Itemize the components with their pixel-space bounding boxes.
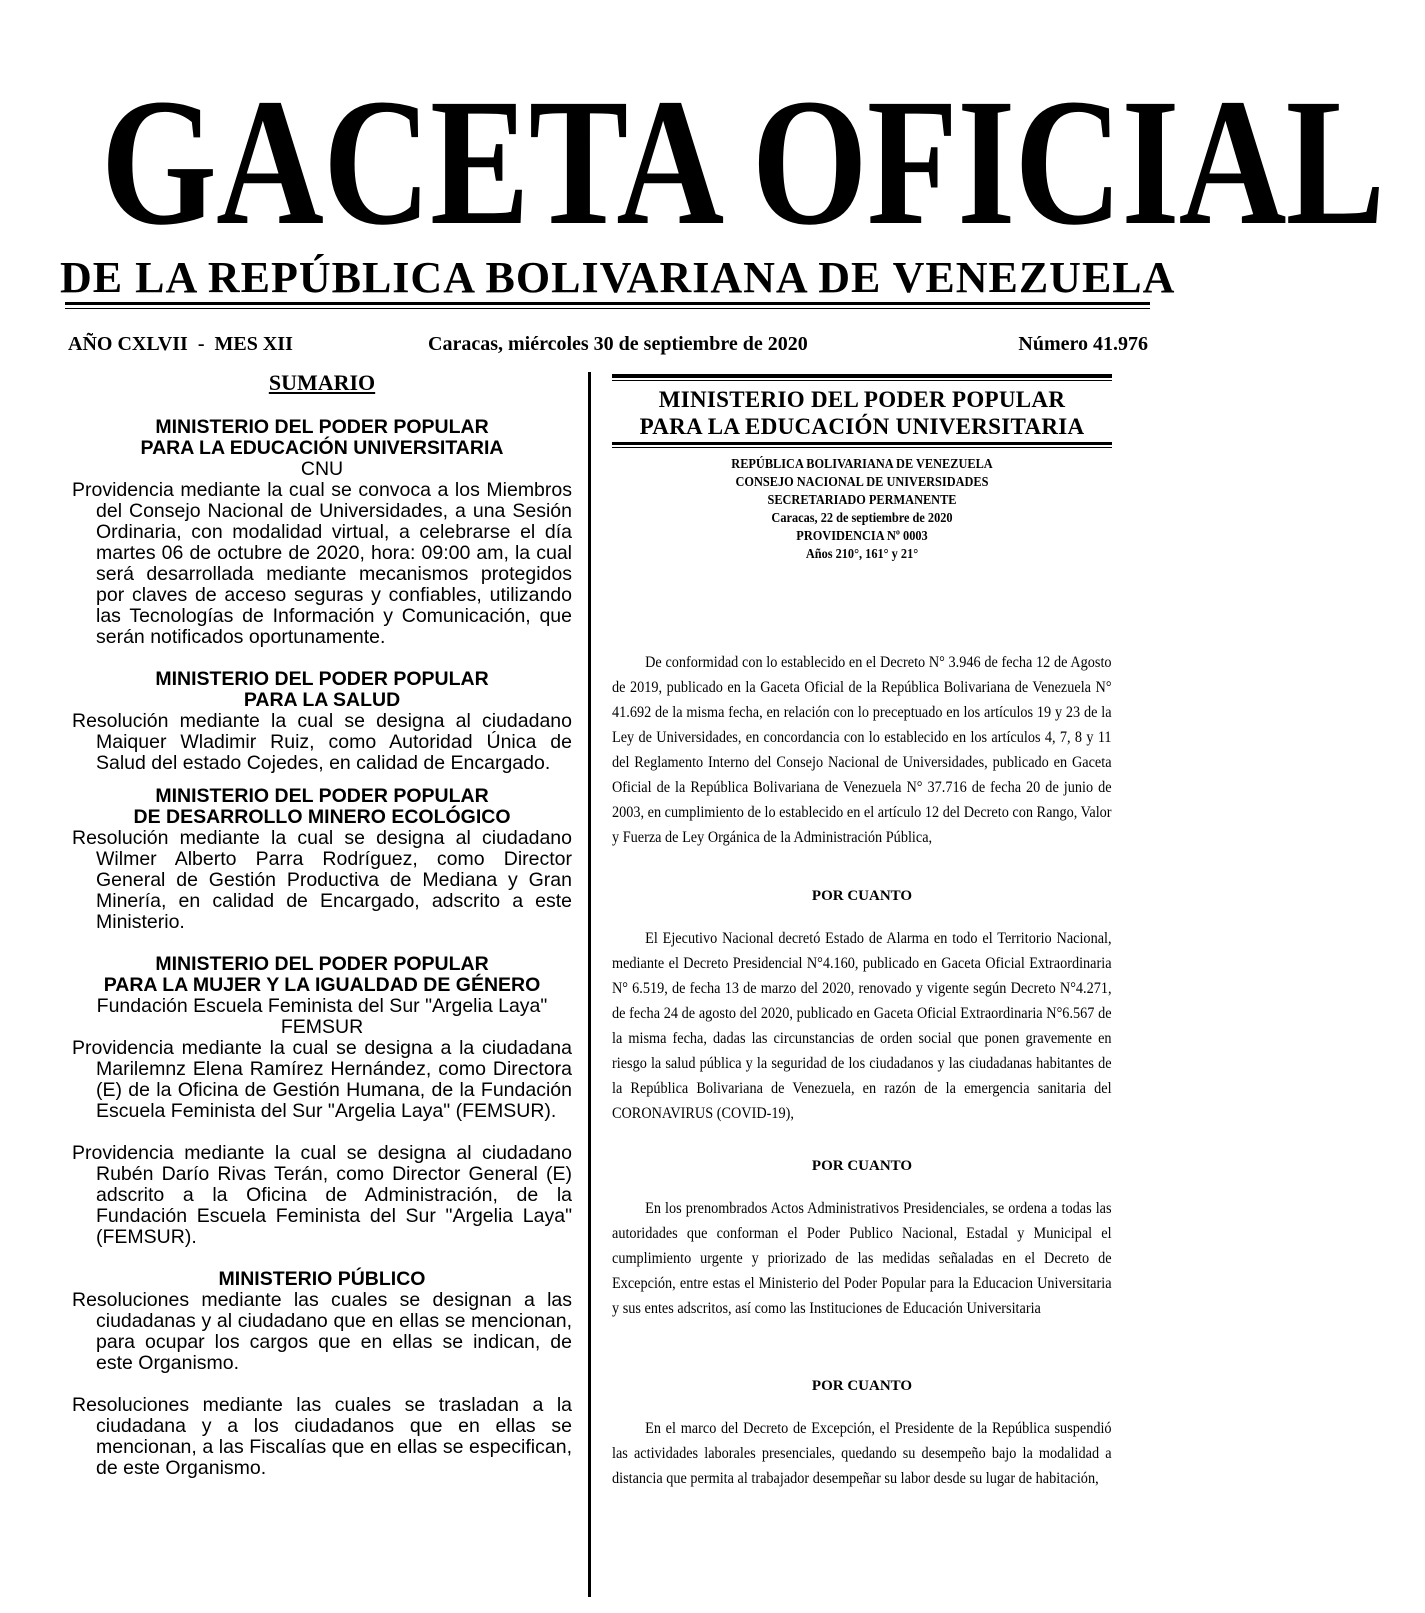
section-subheading: Fundación Escuela Feminista del Sur "Argelia Laya" (96, 995, 548, 1017)
section-heading: PARA LA EDUCACIÓN UNIVERSITARIA (140, 437, 504, 459)
header-line: Años 210°, 161° y 21° (805, 547, 919, 562)
sumario-entry: Providencia mediante la cual se designa a la ciudadana Marilemnz Elena Ramírez Hernández, como Directora (E) de la Oficina de Gestión Humana, de la Fundación Escuela Feminista del Sur "Argelia Laya" (FEMSUR). (72, 1037, 572, 1122)
body-paragraph: En el marco del Decreto de Excepción, el Presidente de la República suspendió las actividades laborales presenciales, quedando su desempeño bajo la modalidad a distancia que permita al trabajador desempeñar su labor desde su lugar de habitación, (612, 1420, 1112, 1487)
section-heading: PARA LA SALUD (243, 689, 401, 711)
section-heading: DE DESARROLLO MINERO ECOLÓGICO (133, 806, 511, 828)
ministry-rule-thick (612, 374, 1112, 378)
ministry-rule-thin (612, 447, 1112, 448)
article-column (612, 374, 1112, 1599)
masthead-rule-thick (65, 302, 1150, 305)
section-subheading: FEMSUR (280, 1016, 364, 1038)
masthead (60, 62, 1385, 302)
issue-date: Caracas, miércoles 30 de septiembre de 2020 (428, 333, 808, 355)
sumario-section (72, 417, 572, 648)
body-paragraph: En los prenombrados Actos Administrativos Presidenciales, se ordena a todas las autoridades que conforman el Poder Publico Nacional, Estadal y Municipal el cumplimiento urgente y priorizado de las medidas señaladas en el Decreto de Excepción, entre estas el Ministerio del Poder Popular para la Educacion Universitaria y sus entes adscritos, así como las Instituciones de Educación Universitaria (612, 1200, 1112, 1317)
issue-number: Número 41.976 (1018, 333, 1148, 355)
sumario-column (72, 372, 572, 1602)
ministry-heading-line: PARA LA EDUCACIÓN UNIVERSITARIA (639, 414, 1085, 439)
gazette-title: GACETA OFICIAL (100, 62, 1385, 263)
header-line: PROVIDENCIA Nº 0003 (796, 529, 928, 544)
por-cuanto-heading: POR CUANTO (811, 888, 913, 904)
section-subheading: CNU (300, 458, 344, 480)
issue-year-month: AÑO CXLVII - MES XII (68, 333, 293, 355)
header-line: Caracas, 22 de septiembre de 2020 (771, 511, 953, 526)
section-heading: MINISTERIO PÚBLICO (218, 1268, 426, 1290)
section-heading: MINISTERIO DEL PODER POPULAR (155, 668, 489, 690)
section-heading: MINISTERIO DEL PODER POPULAR (155, 416, 489, 438)
section-heading: PARA LA MUJER Y LA IGUALDAD DE GÉNERO (103, 974, 541, 996)
issue-line (68, 333, 1148, 363)
ministry-heading (612, 386, 1112, 440)
sumario-section (72, 1269, 572, 1479)
ministry-rule-thick (612, 442, 1112, 445)
sumario-section (72, 954, 572, 1248)
column-divider (588, 372, 591, 1597)
header-line: SECRETARIADO PERMANENTE (767, 493, 957, 508)
sumario-entry: Providencia mediante la cual se designa al ciudadano Rubén Darío Rivas Terán, como Director General (E) adscrito a la Oficina de Administración, de la Fundación Escuela Feminista del Sur "Argelia Laya" (FEMSUR). (72, 1142, 572, 1248)
gazette-subtitle: DE LA REPÚBLICA BOLIVARIANA DE VENEZUELA (60, 253, 1176, 302)
sumario-title: SUMARIO (268, 370, 376, 395)
sumario-entry: Resoluciones mediante las cuales se trasladan a la ciudadana y a los ciudadanos que en ellas se mencionan, a las Fiscalías que en ellas se especifican, de este Organismo. (72, 1394, 572, 1479)
section-heading: MINISTERIO DEL PODER POPULAR (155, 785, 489, 807)
sumario-section (72, 786, 572, 933)
header-line: CONSEJO NACIONAL DE UNIVERSIDADES (735, 475, 989, 490)
ministry-rule-thin (612, 380, 1112, 381)
ministry-heading-line: MINISTERIO DEL PODER POPULAR (658, 387, 1066, 412)
body-paragraph: El Ejecutivo Nacional decretó Estado de Alarma en todo el Territorio Nacional, mediante el Decreto Presidencial N°4.160, publicado en Gaceta Oficial Extraordinaria N° 6.519, de fecha 13 de marzo del 2020, renovado y vigente según Decreto N°4.271, de fecha 24 de agosto del 2020, publicado en Gaceta Oficial Extraordinaria N°6.567 de la misma fecha, dadas las circunstancias de orden social que ponen gravemente en riesgo la salud pública y la seguridad de los ciudadanos y las ciudadanas habitantes de la República Bolivariana de Venezuela, en razón de la emergencia sanitaria del CORONAVIRUS (COVID-19), (612, 930, 1112, 1122)
sumario-entry: Resolución mediante la cual se designa al ciudadano Wilmer Alberto Parra Rodríguez, como Director General de Gestión Productiva de Mediana y Gran Minería, en calidad de Encargado, adscrito a este Ministerio. (72, 827, 572, 933)
por-cuanto-heading: POR CUANTO (811, 1158, 913, 1174)
por-cuanto-heading: POR CUANTO (811, 1378, 913, 1394)
sumario-section (72, 669, 572, 774)
section-heading: MINISTERIO DEL PODER POPULAR (155, 953, 489, 975)
providencia-header (642, 456, 1082, 564)
sumario-entry: Providencia mediante la cual se convoca a los Miembros del Consejo Nacional de Universidades, a una Sesión Ordinaria, con modalidad virtual, a celebrarse el día martes 06 de octubre de 2020, hora: 09:00 am, la cual será desarrollada mediante mecanismos protegidos por claves de acceso seguras y confiables, utilizando las Tecnologías de Información y Comunicación, que serán notificados oportunamente. (72, 479, 572, 648)
masthead-rule-thin (65, 308, 1150, 309)
body-paragraph: De conformidad con lo establecido en el Decreto N° 3.946 de fecha 12 de Agosto de 2019, publicado en la Gaceta Oficial de la República Bolivariana de Venezuela N° 41.692 de la misma fecha, en relación con lo preceptuado en los artículos 19 y 23 de la Ley de Universidades, en concordancia con lo establecido en los artículos 4, 7, 8 y 11 del Reglamento Interno del Consejo Nacional de Universidades, publicado en Gaceta Oficial de la República Bolivariana de Venezuela N° 37.716 de fecha 20 de junio de 2003, en cumplimiento de lo establecido en el artículo 12 del Decreto con Rango, Valor y Fuerza de Ley Orgánica de la Administración Pública, (612, 654, 1112, 846)
header-line: REPÚBLICA BOLIVARIANA DE VENEZUELA (731, 457, 993, 472)
sumario-entry: Resoluciones mediante las cuales se designan a las ciudadanas y al ciudadano que en ellas se mencionan, para ocupar los cargos que en ellas se indican, de este Organismo. (72, 1289, 572, 1374)
sumario-entry: Resolución mediante la cual se designa al ciudadano Maiquer Wladimir Ruiz, como Autoridad Única de Salud del estado Cojedes, en calidad de Encargado. (72, 710, 572, 774)
